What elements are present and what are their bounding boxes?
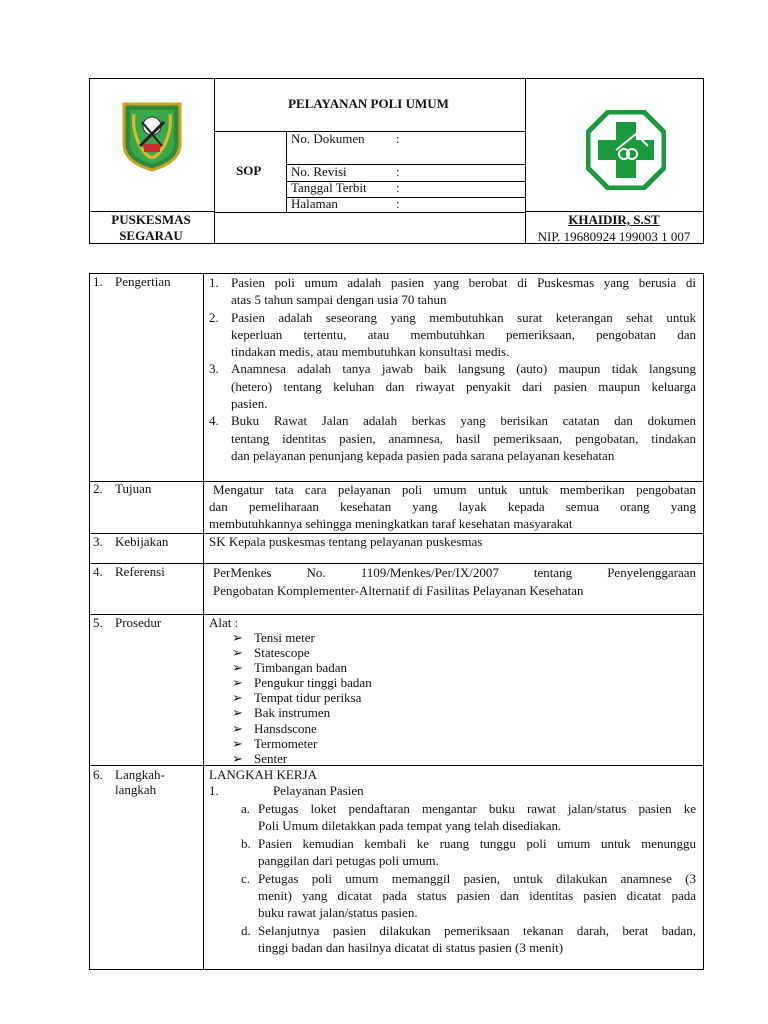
section-number: 1. — [93, 274, 103, 289]
field-label-no-revisi: No. Revisi — [291, 164, 347, 179]
section-label-kebijakan: Kebijakan — [115, 534, 169, 549]
section-label-tujuan: Tujuan — [115, 481, 152, 496]
arrow-bullet-icon: ➢ — [232, 750, 243, 766]
field-sep: : — [396, 131, 400, 146]
arrow-bullet-icon: ➢ — [232, 675, 243, 691]
list-item: 3. Anamnesa adalah tanya jawab baik langsung (auto) maupun tidak langsung (hetero) tentang keluhan dan riwayat penyakit dari pasien maupun keluarga pasien. — [209, 361, 696, 412]
arrow-bullet-icon: ➢ — [232, 705, 243, 721]
arrow-bullet-icon: ➢ — [232, 690, 243, 706]
arrow-bullet-icon: ➢ — [232, 735, 243, 751]
alat-label: Alat : — [209, 615, 239, 630]
sub-title: Pelayanan Pasien — [273, 783, 364, 798]
list-item: ➢ Senter — [232, 750, 288, 766]
section-number: 2. — [93, 481, 103, 496]
section-label-referensi: Referensi — [115, 564, 165, 579]
field-sep: : — [396, 164, 400, 179]
list-item: 2. Pasien adalah seseorang yang membutuhkan surat keterangan sehat untuk keperluan tertentu, atau membutuhkan pemeriksaan, pengobatan dan tindakan medis, atau membutuhkan konsultasi medis. — [209, 309, 696, 360]
signer-name: KHAIDIR, S.ST — [568, 212, 660, 227]
org-name-line1: PUSKESMAS — [111, 212, 191, 227]
section-label-pengertian: Pengertian — [115, 274, 171, 289]
list-item: ➢ Hansdscone — [232, 720, 317, 736]
section-number: 6. — [93, 767, 103, 782]
arrow-bullet-icon: ➢ — [232, 630, 243, 645]
sop-label: SOP — [236, 163, 262, 178]
tujuan-text: Mengatur tata cara pelayanan poli umum untuk untuk memberikan pengobatan dan pemeliharaan kesehatan yang layak kepada semua orang yang membutuhkannya sehingga meningkatkan taraf kesehatan masyarakat — [209, 482, 696, 531]
puskesmas-cross-logo-icon — [586, 110, 666, 190]
org-name-line2: SEGARAU — [119, 228, 183, 243]
sub-number: 1. — [209, 783, 219, 798]
field-label-tanggal-terbit: Tanggal Terbit — [291, 180, 367, 195]
list-item: ➢ Tensi meter — [232, 630, 315, 645]
list-item: 4. Buku Rawat Jalan adalah berkas yang berisikan catatan dan dokumen tentang identitas pasien, anamnesa, hasil pemeriksaan, pengobatan, tindakan dan pelayanan penunjang kepada pasien pada sarana pelayanan kesehatan — [209, 413, 696, 463]
list-item: d. Selanjutnya pasien dilakukan pemeriksaan tekanan darah, berat badan, tinggi badan dan hasilnya dicatat di status pasien (3 menit) — [241, 922, 696, 956]
list-item: c. Petugas poli umum memanggil pasien, untuk dilakukan anamnese (3 menit) yang dicatat pada status pasien dan identitas pasien dicatat pada buku rawat jalan/status pasien. — [241, 870, 696, 921]
langkah-steps — [241, 800, 696, 957]
field-label-no-dokumen: No. Dokumen — [291, 131, 365, 146]
field-label-halaman: Halaman — [291, 196, 338, 211]
section-number: 5. — [93, 615, 103, 630]
list-item: ➢ Timbangan badan — [232, 660, 348, 676]
section-number: 3. — [93, 534, 103, 549]
list-item: 1. Pasien poli umum adalah pasien yang berobat di Puskesmas yang berusia di atas 5 tahun sampai dengan usia 70 tahun — [209, 275, 696, 308]
list-item: a. Petugas loket pendaftaran mengantar buku rawat jalan/status pasien ke Poli Umum diletakkan pada tempat yang telah disediakan. — [241, 801, 696, 834]
section-label-langkah-line1: Langkah- — [115, 767, 165, 782]
alat-list — [232, 630, 372, 766]
list-item: ➢ Bak instrumen — [232, 705, 331, 721]
pengertian-list — [209, 274, 696, 464]
arrow-bullet-icon: ➢ — [232, 645, 243, 661]
list-item: ➢ Pengukur tinggi badan — [232, 675, 372, 691]
list-item: b. Pasien kemudian kembali ke ruang tunggu poli umum untuk menunggu panggilan dari petugas poli umum. — [241, 835, 696, 869]
list-item: ➢ Termometer — [232, 735, 318, 751]
arrow-bullet-icon: ➢ — [232, 660, 243, 676]
list-item: ➢ Tempat tidur periksa — [232, 690, 362, 706]
section-number: 4. — [93, 564, 103, 579]
page-title: PELAYANAN POLI UMUM — [288, 96, 449, 111]
referensi-text: PerMenkes No. 1109/Menkes/Per/IX/2007 tentang Penyelenggaraan Pengobatan Komplementer-Alternatif di Fasilitas Pelayanan Kesehatan — [213, 565, 696, 598]
langkah-heading: LANGKAH KERJA — [209, 767, 317, 782]
list-item: ➢ Statescope — [232, 645, 310, 661]
kebijakan-text: SK Kepala puskesmas tentang pelayanan puskesmas — [209, 534, 483, 549]
section-label-langkah-line2: langkah — [115, 782, 157, 797]
field-sep: : — [396, 196, 400, 211]
section-label-prosedur: Prosedur — [115, 615, 162, 630]
regional-emblem-icon — [118, 100, 186, 172]
field-sep: : — [396, 180, 400, 195]
arrow-bullet-icon: ➢ — [232, 720, 243, 736]
signer-nip: NIP. 19680924 199003 1 007 — [537, 229, 691, 244]
